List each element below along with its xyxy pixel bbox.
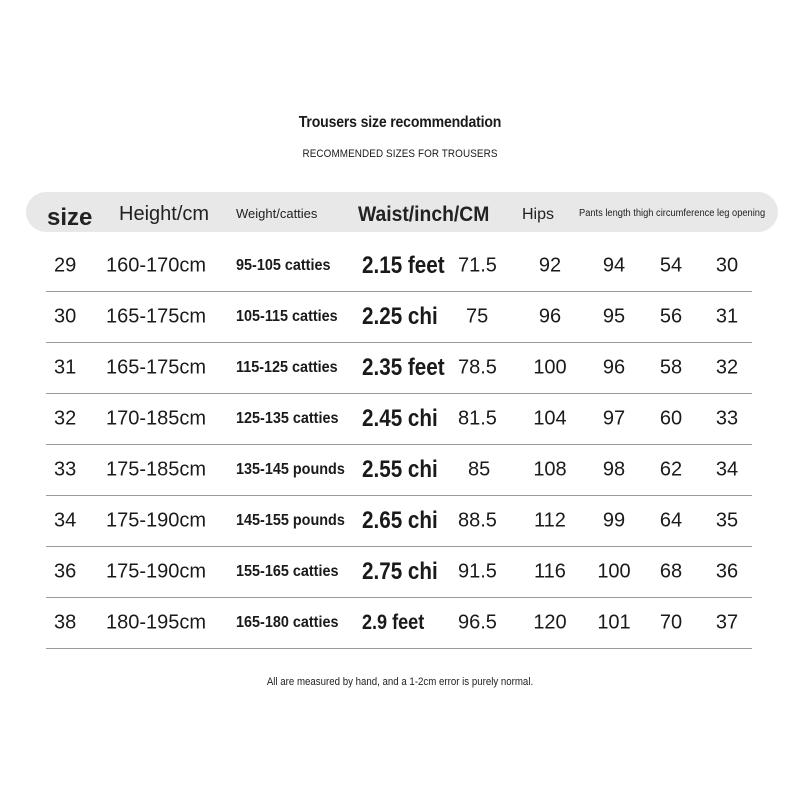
cell-pants-length: 101 <box>597 611 631 633</box>
cell-height: 170-185cm <box>106 407 207 429</box>
cell-size: 38 <box>54 611 77 633</box>
cell-height: 165-175cm <box>106 305 207 327</box>
cell-thigh: 64 <box>659 509 683 531</box>
cell-leg-opening: 35 <box>715 509 739 531</box>
cell-waist-text: 2.75 chi <box>362 557 438 585</box>
cell-height: 175-190cm <box>106 560 207 582</box>
cell-pants-length: 98 <box>602 458 626 480</box>
cell-pants-length: 95 <box>602 305 626 327</box>
cell-hips: 104 <box>533 407 567 429</box>
cell-waist-cm: 88.5 <box>458 509 497 531</box>
cell-waist-cm: 75 <box>466 305 489 327</box>
cell-hips: 108 <box>533 458 567 480</box>
cell-thigh: 56 <box>659 305 683 327</box>
header-weight: Weight/catties <box>236 206 318 221</box>
cell-height: 165-175cm <box>106 356 207 378</box>
cell-leg-opening: 30 <box>715 254 739 276</box>
measurement-footnote: All are measured by hand, and a 1-2cm error is purely normal. <box>266 676 534 688</box>
cell-weight: 165-180 catties <box>236 613 339 631</box>
cell-size: 29 <box>54 254 77 276</box>
cell-weight: 145-155 pounds <box>236 511 345 529</box>
cell-weight: 125-135 catties <box>236 409 339 427</box>
cell-waist-text: 2.45 chi <box>362 404 438 432</box>
cell-hips: 120 <box>533 611 567 633</box>
cell-thigh: 62 <box>659 458 683 480</box>
cell-size: 33 <box>54 458 77 480</box>
page-subtitle: RECOMMENDED SIZES FOR TROUSERS <box>302 148 498 160</box>
table-row <box>46 495 752 547</box>
page-title: Trousers size recommendation <box>298 114 502 131</box>
cell-weight: 155-165 catties <box>236 562 339 580</box>
cell-waist-cm: 91.5 <box>458 560 497 582</box>
cell-hips: 112 <box>534 509 566 531</box>
cell-size: 30 <box>54 305 77 327</box>
cell-size: 36 <box>54 560 77 582</box>
cell-thigh: 70 <box>659 611 683 633</box>
cell-leg-opening: 34 <box>715 458 739 480</box>
cell-height: 175-185cm <box>106 458 207 480</box>
cell-thigh: 58 <box>659 356 683 378</box>
cell-leg-opening: 36 <box>715 560 739 582</box>
header-pants-thigh-leg: Pants length thigh circumference leg opening <box>579 208 766 219</box>
cell-waist-text: 2.15 feet <box>362 251 445 279</box>
cell-weight: 115-125 catties <box>236 358 338 376</box>
cell-leg-opening: 32 <box>715 356 739 378</box>
table-row <box>46 240 752 292</box>
cell-thigh: 68 <box>659 560 683 582</box>
table-row <box>46 444 752 496</box>
cell-leg-opening: 37 <box>715 611 739 633</box>
table-row <box>46 393 752 445</box>
cell-waist-text: 2.55 chi <box>362 455 438 483</box>
cell-waist-text: 2.25 chi <box>362 302 438 330</box>
table-row <box>46 597 752 649</box>
cell-weight: 95-105 catties <box>236 256 331 274</box>
cell-pants-length: 97 <box>602 407 626 429</box>
cell-size: 31 <box>54 356 77 378</box>
table-row <box>46 546 752 598</box>
header-waist: Waist/inch/CM <box>358 203 490 226</box>
cell-thigh: 60 <box>659 407 683 429</box>
header-height: Height/cm <box>119 203 210 225</box>
cell-height: 175-190cm <box>106 509 207 531</box>
cell-pants-length: 99 <box>602 509 626 531</box>
cell-hips: 96 <box>538 305 562 327</box>
cell-pants-length: 96 <box>602 356 626 378</box>
header-size: size <box>47 204 93 231</box>
cell-weight: 105-115 catties <box>236 307 338 325</box>
cell-hips: 92 <box>538 254 562 276</box>
cell-hips: 100 <box>533 356 567 378</box>
cell-waist-cm: 81.5 <box>458 407 497 429</box>
cell-weight: 135-145 pounds <box>236 460 345 478</box>
cell-height: 160-170cm <box>106 254 207 276</box>
header-hips: Hips <box>522 206 555 223</box>
cell-size: 32 <box>54 407 77 429</box>
cell-waist-cm: 78.5 <box>458 356 497 378</box>
cell-hips: 116 <box>534 560 566 582</box>
cell-height: 180-195cm <box>106 611 207 633</box>
cell-leg-opening: 31 <box>715 305 739 327</box>
cell-leg-opening: 33 <box>715 407 739 429</box>
cell-pants-length: 94 <box>602 254 626 276</box>
cell-pants-length: 100 <box>597 560 631 582</box>
table-row <box>46 342 752 394</box>
cell-waist-text: 2.65 chi <box>362 506 438 534</box>
table-row <box>46 291 752 343</box>
cell-waist-text: 2.35 feet <box>362 353 445 381</box>
cell-waist-cm: 85 <box>468 458 491 480</box>
cell-size: 34 <box>54 509 77 531</box>
cell-waist-text: 2.9 feet <box>362 610 425 634</box>
cell-thigh: 54 <box>659 254 683 276</box>
cell-waist-cm: 96.5 <box>458 611 497 633</box>
cell-waist-cm: 71.5 <box>458 254 497 276</box>
